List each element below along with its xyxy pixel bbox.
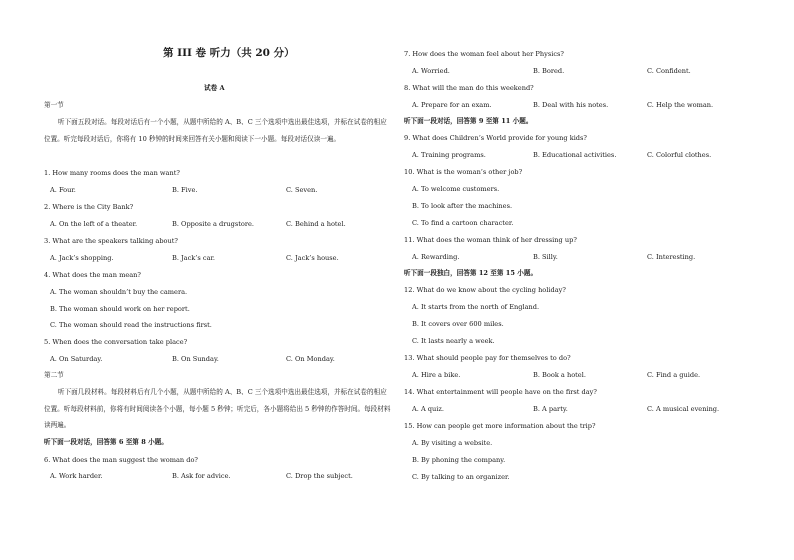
q4-option-b: B. The woman should work on her report.: [50, 305, 190, 313]
q14-option-a: A. A quiz.: [412, 405, 444, 413]
q5-option-c: C. On Monday.: [286, 355, 335, 363]
section-title: 第 III 卷 听力（共 20 分）: [163, 47, 295, 59]
q8-stem: 8. What will the man do this weekend?: [404, 84, 534, 92]
q11-option-b: B. Silly.: [533, 253, 558, 261]
section2-heading1: 听下面一段对话，回答第 6 至第 8 小题。: [44, 438, 168, 446]
heading-q12-15: 听下面一段独白，回答第 12 至第 15 小题。: [404, 269, 538, 277]
q7-option-b: B. Bored.: [533, 67, 565, 75]
q4-option-a: A. The woman shouldn’t buy the camera.: [50, 288, 188, 296]
q15-option-b: B. By phoning the company.: [412, 456, 506, 464]
q12-option-c: C. It lasts nearly a week.: [412, 337, 495, 345]
q8-option-b: B. Deal with his notes.: [533, 101, 609, 109]
q1-option-a: A. Four.: [50, 186, 76, 194]
section2-label: 第二节: [44, 371, 64, 379]
q7-option-c: C. Confident.: [647, 67, 691, 75]
q14-option-c: C. A musical evening.: [647, 405, 720, 413]
q9-option-c: C. Colorful clothes.: [647, 151, 712, 159]
q7-stem: 7. How does the woman feel about her Physics?: [404, 50, 564, 58]
section1-instructions: 听下面五段对话。每段对话后有一个小题，从题中所给的 A、B、C 三个选项中选出最佳选项，并标在试卷的相应位置。听完每段对话后，你将有 10 秒钟的时间来回答有关小题和阅读下一小题。每段对话仅读一遍。: [44, 118, 387, 143]
q1-stem: 1. How many rooms does the man want?: [44, 169, 180, 177]
q11-option-a: A. Rewarding.: [412, 253, 460, 261]
section1-label: 第一节: [44, 101, 64, 109]
q4-option-c: C. The woman should read the instructions first.: [50, 321, 212, 329]
q2-option-c: C. Behind a hotel.: [286, 220, 346, 228]
q10-option-b: B. To look after the machines.: [412, 202, 513, 210]
q3-stem: 3. What are the speakers talking about?: [44, 237, 178, 245]
q10-option-a: A. To welcome customers.: [412, 185, 500, 193]
q3-option-c: C. Jack’s house.: [286, 254, 339, 262]
q13-stem: 13. What should people pay for themselves to do?: [404, 354, 571, 362]
q2-stem: 2. Where is the City Bank?: [44, 203, 134, 211]
q6-option-b: B. Ask for advice.: [172, 472, 231, 480]
q1-option-c: C. Seven.: [286, 186, 318, 194]
q3-option-b: B. Jack’s car.: [172, 254, 216, 262]
q2-option-a: A. On the left of a theater.: [50, 220, 138, 228]
q12-option-a: A. It starts from the north of England.: [412, 303, 540, 311]
q5-stem: 5. When does the conversation take place?: [44, 338, 188, 346]
section2-instructions: 听下面几段材料。每段材料后有几个小题，从题中所给的 A、B、C 三个选项中选出最佳选项，并标在试卷的相应位置。听每段材料前，你将有时间阅读各个小题，每小题 5 秒钟；听完后，各小题将给出 5 秒钟的作答时间。每段材料读两遍。: [44, 388, 391, 429]
q6-stem: 6. What does the man suggest the woman do?: [44, 456, 198, 464]
q10-stem: 10. What is the woman’s other job?: [404, 168, 523, 176]
q9-stem: 9. What does Children’s World provide for young kids?: [404, 134, 587, 142]
q12-stem: 12. What do we know about the cycling holiday?: [404, 286, 566, 294]
q9-option-a: A. Training programs.: [412, 151, 486, 159]
q9-option-b: B. Educational activities.: [533, 151, 617, 159]
q8-option-c: C. Help the woman.: [647, 101, 714, 109]
q14-option-b: B. A party.: [533, 405, 568, 413]
q6-option-c: C. Drop the subject.: [286, 472, 353, 480]
q5-option-a: A. On Saturday.: [50, 355, 103, 363]
q14-stem: 14. What entertainment will people have on the first day?: [404, 388, 597, 396]
q11-stem: 11. What does the woman think of her dressing up?: [404, 236, 577, 244]
q1-option-b: B. Five.: [172, 186, 198, 194]
q15-option-a: A. By visiting a website.: [412, 439, 493, 447]
paper-subtitle: 试卷 A: [204, 84, 225, 92]
q6-option-a: A. Work harder.: [50, 472, 103, 480]
q10-option-c: C. To find a cartoon character.: [412, 219, 514, 227]
q3-option-a: A. Jack’s shopping.: [50, 254, 114, 262]
q15-stem: 15. How can people get more information about the trip?: [404, 422, 596, 430]
q11-option-c: C. Interesting.: [647, 253, 696, 261]
q2-option-b: B. Opposite a drugstore.: [172, 220, 255, 228]
q8-option-a: A. Prepare for an exam.: [412, 101, 492, 109]
q4-stem: 4. What does the man mean?: [44, 271, 141, 279]
q5-option-b: B. On Sunday.: [172, 355, 219, 363]
q12-option-b: B. It covers over 600 miles.: [412, 320, 504, 328]
q15-option-c: C. By talking to an organizer.: [412, 473, 510, 481]
q7-option-a: A. Worried.: [412, 67, 450, 75]
q13-option-b: B. Book a hotel.: [533, 371, 586, 379]
heading-q9-11: 听下面一段对话，回答第 9 至第 11 小题。: [404, 117, 533, 125]
q13-option-c: C. Find a guide.: [647, 371, 701, 379]
q13-option-a: A. Hire a bike.: [412, 371, 461, 379]
